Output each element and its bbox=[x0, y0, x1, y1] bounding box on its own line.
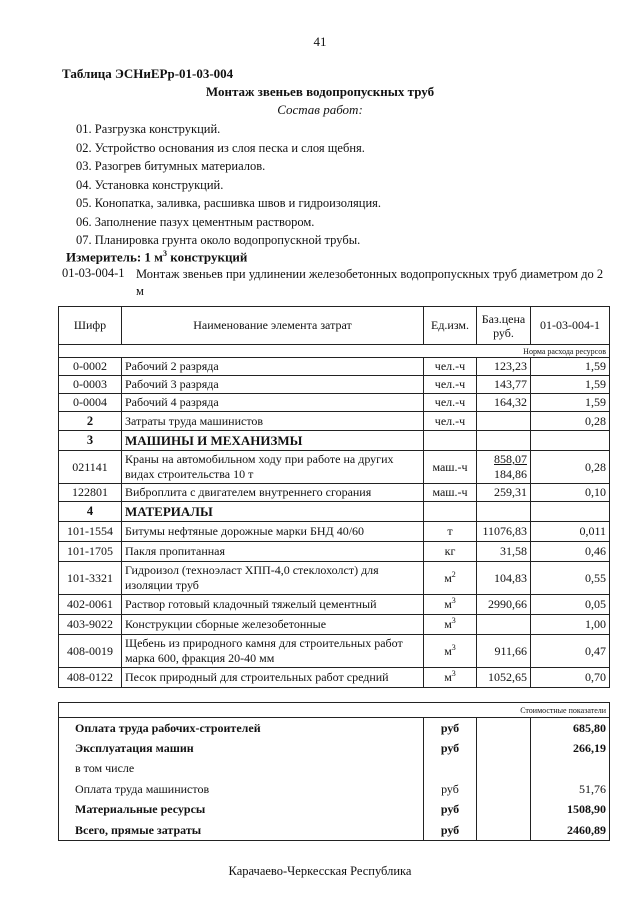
resource-name: Виброплита с двигателем внутреннего сгорания bbox=[122, 484, 424, 502]
unit-text: м bbox=[444, 643, 452, 658]
summary-caption: Стоимостные показатели bbox=[59, 703, 610, 718]
page-number: 41 bbox=[313, 34, 327, 49]
summary-value: 2460,89 bbox=[531, 820, 610, 841]
resource-price: 164,32 bbox=[477, 394, 531, 412]
resource-unit bbox=[424, 635, 477, 668]
resource-code: 402-0061 bbox=[59, 595, 122, 615]
summary-name: Всего, прямые затраты bbox=[59, 820, 424, 841]
summary-unit: руб bbox=[424, 820, 477, 841]
resource-name: Битумы нефтяные дорожные марки БНД 40/60 bbox=[122, 522, 424, 542]
resource-name: Песок природный для строительных работ средний bbox=[122, 668, 424, 688]
unit-text: м bbox=[444, 570, 452, 585]
unit-superscript: 2 bbox=[451, 569, 456, 579]
resource-code: 0-0002 bbox=[59, 358, 122, 376]
section-header-row bbox=[59, 502, 610, 522]
resource-unit bbox=[424, 522, 477, 542]
resource-name: Рабочий 3 разряда bbox=[122, 376, 424, 394]
empty-cell bbox=[477, 779, 531, 800]
summary-name: Эксплуатация машин bbox=[59, 738, 424, 759]
summary-unit: руб bbox=[424, 800, 477, 821]
norm-caption-row bbox=[59, 345, 610, 358]
resource-code: 021141 bbox=[59, 451, 122, 484]
resource-norm: 0,10 bbox=[531, 484, 610, 502]
resource-name: Пакля пропитанная bbox=[122, 542, 424, 562]
unit-text: м bbox=[444, 597, 452, 611]
work-item: 07. Планировка грунта около водопропускной трубы. bbox=[76, 233, 361, 247]
resource-norm: 0,46 bbox=[531, 542, 610, 562]
resource-norm: 0,05 bbox=[531, 595, 610, 615]
summary-unit bbox=[424, 759, 477, 780]
resource-name: Щебень из природного камня для строительных работ марка 600, фракция 20-40 мм bbox=[122, 635, 424, 668]
summary-row bbox=[59, 718, 610, 739]
resource-norm: 1,59 bbox=[531, 376, 610, 394]
summary-value: 1508,90 bbox=[531, 800, 610, 821]
unit-text: м bbox=[444, 617, 452, 631]
resource-norm: 0,47 bbox=[531, 635, 610, 668]
summary-caption-row bbox=[59, 703, 610, 718]
work-item: 05. Конопатка, заливка, расшивка швов и гидроизоляция. bbox=[76, 196, 382, 210]
summary-row bbox=[59, 800, 610, 821]
cost-summary-table bbox=[58, 702, 610, 841]
header-price: Баз.цена руб. bbox=[477, 307, 531, 345]
header-norm: 01-03-004-1 bbox=[531, 307, 610, 345]
resource-unit: чел.-ч bbox=[424, 412, 477, 431]
resource-code: 403-9022 bbox=[59, 615, 122, 635]
resource-price: 31,58 bbox=[477, 542, 531, 562]
work-item: 06. Заполнение пазух цементным раствором. bbox=[76, 214, 315, 229]
table-row bbox=[59, 542, 610, 562]
resource-unit: чел.-ч bbox=[424, 394, 477, 412]
resource-name: Рабочий 4 разряда bbox=[122, 394, 424, 412]
price-value-secondary: 184,86 bbox=[494, 467, 527, 481]
summary-row bbox=[59, 738, 610, 759]
resource-code: 101-1554 bbox=[59, 522, 122, 542]
summary-value: 685,80 bbox=[531, 718, 610, 739]
table-row bbox=[59, 595, 610, 615]
resource-unit: чел.-ч bbox=[424, 376, 477, 394]
resource-unit bbox=[424, 615, 477, 635]
table-title: Таблица ЭСНиЕРр-01-03-004 bbox=[62, 66, 234, 81]
summary-unit: руб bbox=[424, 738, 477, 759]
unit-text: кг bbox=[444, 544, 456, 558]
empty-cell bbox=[477, 502, 531, 522]
resource-price: 2990,66 bbox=[477, 595, 531, 615]
table-row bbox=[59, 562, 610, 595]
work-composition-label: Состав работ: bbox=[277, 102, 363, 117]
measure-prefix: Измеритель: 1 м bbox=[66, 249, 164, 265]
summary-name: Материальные ресурсы bbox=[59, 800, 424, 821]
resource-unit: маш.-ч bbox=[424, 451, 477, 484]
resource-code: 408-0019 bbox=[59, 635, 122, 668]
main-item-code: 01-03-004-1 bbox=[62, 266, 125, 280]
section-name: МАТЕРИАЛЫ bbox=[122, 502, 424, 522]
table-row bbox=[59, 615, 610, 635]
page-footer: Карачаево-Черкесская Республика bbox=[228, 864, 412, 878]
empty-cell bbox=[477, 820, 531, 841]
resource-name: Краны на автомобильном ходу при работе на других видах строительства 10 т bbox=[122, 451, 424, 484]
table-header-row bbox=[59, 307, 610, 345]
resource-code: 101-1705 bbox=[59, 542, 122, 562]
section-name: МАШИНЫ И МЕХАНИЗМЫ bbox=[122, 431, 424, 451]
header-unit: Ед.изм. bbox=[424, 307, 477, 345]
section-code: 2 bbox=[59, 412, 122, 431]
resource-unit bbox=[424, 595, 477, 615]
resource-norm: 0,011 bbox=[531, 522, 610, 542]
unit-superscript: 3 bbox=[451, 642, 456, 652]
section-subtitle: Монтаж звеньев водопропускных труб bbox=[205, 84, 435, 99]
table-row bbox=[59, 394, 610, 412]
summary-row bbox=[59, 759, 610, 780]
resource-unit bbox=[424, 668, 477, 688]
resource-table bbox=[58, 306, 610, 688]
unit-superscript: 3 bbox=[451, 616, 456, 625]
table-row bbox=[59, 668, 610, 688]
work-item: 04. Установка конструкций. bbox=[76, 177, 224, 192]
unit-superscript: 3 bbox=[451, 669, 456, 678]
summary-value: 266,19 bbox=[531, 738, 610, 759]
resource-norm: 1,59 bbox=[531, 394, 610, 412]
summary-name: Оплата труда рабочих-строителей bbox=[59, 718, 424, 739]
resource-price bbox=[477, 412, 531, 431]
summary-unit: руб bbox=[424, 718, 477, 739]
resource-price: 11076,83 bbox=[477, 522, 531, 542]
resource-norm: 1,59 bbox=[531, 358, 610, 376]
resource-norm: 1,00 bbox=[531, 615, 610, 635]
table-row bbox=[59, 635, 610, 668]
header-name: Наименование элемента затрат bbox=[122, 307, 424, 345]
summary-row bbox=[59, 820, 610, 841]
resource-price: 1052,65 bbox=[477, 668, 531, 688]
work-item: 02. Устройство основания из слоя песка и слоя щебня. bbox=[76, 140, 365, 155]
table-row bbox=[59, 522, 610, 542]
summary-value: 51,76 bbox=[531, 779, 610, 800]
summary-value bbox=[531, 759, 610, 780]
resource-price: 123,23 bbox=[477, 358, 531, 376]
table-row bbox=[59, 376, 610, 394]
resource-price bbox=[477, 484, 531, 502]
norm-caption: Норма расхода ресурсов bbox=[59, 345, 610, 358]
resource-name: Рабочий 2 разряда bbox=[122, 358, 424, 376]
unit-text: м bbox=[444, 670, 452, 684]
resource-unit bbox=[424, 542, 477, 562]
resource-price: 104,83 bbox=[477, 562, 531, 595]
section-header-row bbox=[59, 431, 610, 451]
measure-sup: 3 bbox=[163, 249, 168, 258]
summary-name: в том числе bbox=[59, 759, 424, 780]
resource-price: 143,77 bbox=[477, 376, 531, 394]
summary-unit: руб bbox=[424, 779, 477, 800]
resource-unit: маш.-ч bbox=[424, 484, 477, 502]
empty-cell bbox=[477, 800, 531, 821]
summary-name: Оплата труда машинистов bbox=[59, 779, 424, 800]
resource-norm: 0,28 bbox=[531, 412, 610, 431]
empty-cell bbox=[477, 718, 531, 739]
resource-name: Раствор готовый кладочный тяжелый цементный bbox=[122, 595, 424, 615]
main-item-description: Монтаж звеньев при удлинении железобетонных водопропускных труб диаметром до 2 м bbox=[136, 267, 604, 298]
resource-name: Гидроизол (техноэласт ХПП-4,0 стеклохолст) для изоляции труб bbox=[122, 562, 424, 595]
measure-suffix: конструкций bbox=[167, 249, 248, 265]
section-code: 3 bbox=[59, 431, 122, 451]
price-value: 259,31 bbox=[494, 485, 527, 499]
unit-text: т bbox=[447, 524, 453, 538]
work-item: 01. Разгрузка конструкций. bbox=[76, 122, 221, 136]
measurement-unit bbox=[66, 249, 247, 265]
resource-code: 0-0003 bbox=[59, 376, 122, 394]
resource-code: 122801 bbox=[59, 484, 122, 502]
summary-row bbox=[59, 779, 610, 800]
work-list bbox=[76, 120, 381, 250]
resource-norm: 0,55 bbox=[531, 562, 610, 595]
resource-price bbox=[477, 451, 531, 484]
table-row bbox=[59, 451, 610, 484]
resource-code: 101-3321 bbox=[59, 562, 122, 595]
resource-price bbox=[477, 615, 531, 635]
section-code: 4 bbox=[59, 502, 122, 522]
section-name: Затраты труда машинистов bbox=[122, 412, 424, 431]
empty-cell bbox=[477, 759, 531, 780]
empty-cell bbox=[531, 502, 610, 522]
empty-cell bbox=[531, 431, 610, 451]
resource-unit: чел.-ч bbox=[424, 358, 477, 376]
empty-cell bbox=[477, 738, 531, 759]
unit-superscript: 3 bbox=[451, 596, 456, 605]
header-code: Шифр bbox=[59, 307, 122, 345]
table-row bbox=[59, 358, 610, 376]
resource-code: 0-0004 bbox=[59, 394, 122, 412]
section-row bbox=[59, 412, 610, 431]
empty-cell bbox=[424, 502, 477, 522]
table-row bbox=[59, 484, 610, 502]
work-item: 03. Разогрев битумных материалов. bbox=[76, 159, 266, 173]
empty-cell bbox=[424, 431, 477, 451]
empty-cell bbox=[477, 431, 531, 451]
resource-price: 911,66 bbox=[477, 635, 531, 668]
resource-norm: 0,28 bbox=[531, 451, 610, 484]
resource-norm: 0,70 bbox=[531, 668, 610, 688]
resource-unit bbox=[424, 562, 477, 595]
resource-name: Конструкции сборные железобетонные bbox=[122, 615, 424, 635]
price-value: 858,07 bbox=[494, 452, 527, 466]
resource-code: 408-0122 bbox=[59, 668, 122, 688]
